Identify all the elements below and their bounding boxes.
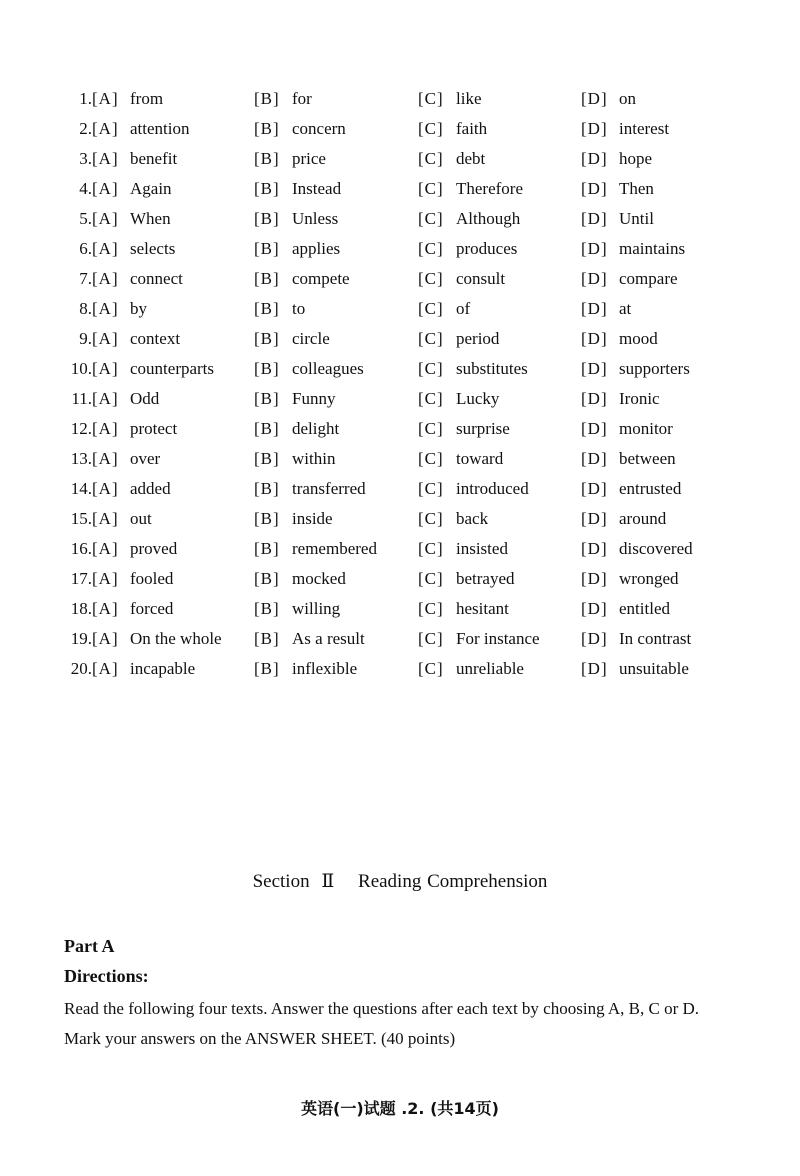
option-c [418, 144, 485, 174]
option-text: As a result [292, 629, 365, 648]
option-letter: [A] [92, 449, 119, 468]
option-letter: [A] [92, 179, 119, 198]
question-row [0, 504, 800, 534]
question-row [0, 234, 800, 264]
option-d [581, 174, 654, 204]
option-text: On the whole [130, 629, 222, 648]
option-c [418, 294, 470, 324]
option-d [581, 204, 654, 234]
question-number: 10. [70, 359, 92, 378]
option-text: mood [619, 329, 658, 348]
option-text: hesitant [456, 599, 509, 618]
option-text: transferred [292, 479, 366, 498]
option-text: betrayed [456, 569, 515, 588]
option-a [92, 474, 171, 504]
option-c [418, 564, 515, 594]
option-text: unsuitable [619, 659, 689, 678]
option-d [581, 654, 689, 684]
option-d [581, 594, 670, 624]
option-text: remembered [292, 539, 377, 558]
option-text: Therefore [456, 179, 524, 198]
option-text: protect [130, 419, 178, 438]
option-text: between [619, 449, 676, 468]
question-number: 11. [71, 389, 92, 408]
option-letter: [B] [254, 299, 280, 318]
option-text: Lucky [456, 389, 500, 408]
question-row [0, 474, 800, 504]
option-d [581, 144, 652, 174]
option-a [92, 144, 177, 174]
option-text: monitor [619, 419, 673, 438]
option-letter: [D] [581, 449, 608, 468]
option-text: When [130, 209, 171, 228]
question-row [0, 144, 800, 174]
option-text: over [130, 449, 161, 468]
option-letter: [C] [418, 569, 444, 588]
option-d [581, 504, 666, 534]
question-row [0, 324, 800, 354]
question-number: 2. [79, 119, 92, 138]
option-letter: [B] [254, 539, 280, 558]
section-name: Reading Comprehension [358, 871, 548, 892]
option-letter: [A] [92, 209, 119, 228]
option-text: insisted [456, 539, 508, 558]
option-b [254, 204, 338, 234]
option-text: to [292, 299, 306, 318]
option-text: Funny [292, 389, 336, 408]
option-text: produces [456, 239, 518, 258]
option-b [254, 234, 340, 264]
option-c [418, 354, 528, 384]
option-b [254, 114, 346, 144]
question-row [0, 564, 800, 594]
option-letter: [B] [254, 329, 280, 348]
option-letter: [C] [418, 179, 444, 198]
option-letter: [A] [92, 119, 119, 138]
option-text: unreliable [456, 659, 524, 678]
option-c [418, 654, 524, 684]
question-number: 12. [70, 419, 92, 438]
option-letter: [D] [581, 659, 608, 678]
option-text: hope [619, 149, 653, 168]
option-text: connect [130, 269, 183, 288]
option-letter: [C] [418, 209, 444, 228]
option-a [92, 594, 173, 624]
question-row [0, 264, 800, 294]
option-letter: [D] [581, 569, 608, 588]
option-text: added [130, 479, 171, 498]
question-row [0, 204, 800, 234]
option-text: fooled [130, 569, 174, 588]
question-number: 6. [79, 239, 92, 258]
option-b [254, 594, 340, 624]
option-letter: [C] [418, 419, 444, 438]
option-letter: [C] [418, 389, 444, 408]
option-text: substitutes [456, 359, 528, 378]
question-number: 13. [70, 449, 92, 468]
option-text: incapable [130, 659, 196, 678]
option-letter: [C] [418, 89, 444, 108]
option-text: inside [292, 509, 333, 528]
option-a [92, 234, 175, 264]
option-text: context [130, 329, 181, 348]
option-b [254, 474, 366, 504]
option-b [254, 624, 365, 654]
option-text: Odd [130, 389, 160, 408]
option-letter: [B] [254, 89, 280, 108]
question-row [0, 294, 800, 324]
option-c [418, 594, 509, 624]
option-letter: [C] [418, 599, 444, 618]
option-text: out [130, 509, 152, 528]
option-letter: [B] [254, 419, 280, 438]
option-d [581, 414, 673, 444]
question-number: 14. [70, 479, 92, 498]
option-letter: [C] [418, 359, 444, 378]
option-text: counterparts [130, 359, 215, 378]
option-text: like [456, 89, 482, 108]
option-text: consult [456, 269, 506, 288]
option-letter: [B] [254, 659, 280, 678]
option-d [581, 354, 690, 384]
option-text: compare [619, 269, 678, 288]
option-letter: [B] [254, 569, 280, 588]
option-text: price [292, 149, 326, 168]
option-letter: [D] [581, 629, 608, 648]
option-a [92, 84, 163, 114]
option-text: of [456, 299, 471, 318]
question-row [0, 384, 800, 414]
option-c [418, 174, 523, 204]
option-text: entrusted [619, 479, 682, 498]
option-text: faith [456, 119, 488, 138]
option-letter: [A] [92, 329, 119, 348]
question-row [0, 174, 800, 204]
option-letter: [D] [581, 599, 608, 618]
option-letter: [D] [581, 509, 608, 528]
question-number: 5. [79, 209, 92, 228]
option-b [254, 354, 364, 384]
option-a [92, 414, 177, 444]
option-text: Ironic [619, 389, 660, 408]
option-a [92, 204, 171, 234]
question-row [0, 534, 800, 564]
option-text: period [456, 329, 500, 348]
option-d [581, 264, 678, 294]
option-letter: [A] [92, 239, 119, 258]
option-letter: [B] [254, 509, 280, 528]
option-letter: [C] [418, 479, 444, 498]
option-d [581, 384, 660, 414]
option-text: Until [619, 209, 654, 228]
question-number: 1. [79, 89, 92, 108]
option-letter: [A] [92, 539, 119, 558]
option-text: colleagues [292, 359, 364, 378]
option-a [92, 564, 173, 594]
option-b [254, 384, 335, 414]
option-a [92, 624, 222, 654]
option-letter: [B] [254, 389, 280, 408]
option-text: Then [619, 179, 654, 198]
option-letter: [A] [92, 419, 119, 438]
option-text: applies [292, 239, 341, 258]
question-row [0, 414, 800, 444]
option-letter: [C] [418, 269, 444, 288]
option-letter: [A] [92, 659, 119, 678]
page-footer: 英语(一)试题 .2. (共14页) [301, 1099, 499, 1118]
option-b [254, 294, 305, 324]
option-b [254, 414, 339, 444]
option-d [581, 624, 691, 654]
option-text: mocked [292, 569, 346, 588]
section-title [0, 870, 800, 893]
option-b [254, 534, 377, 564]
directions-heading: Directions: [64, 966, 149, 986]
option-text: selects [130, 239, 176, 258]
option-c [418, 264, 505, 294]
option-b [254, 174, 341, 204]
option-d [581, 234, 685, 264]
option-letter: [C] [418, 509, 444, 528]
option-b [254, 504, 333, 534]
option-letter: [C] [418, 119, 444, 138]
option-letter: [B] [254, 179, 280, 198]
option-letter: [D] [581, 419, 608, 438]
option-a [92, 444, 160, 474]
option-letter: [A] [92, 509, 119, 528]
option-letter: [D] [581, 269, 608, 288]
option-text: back [456, 509, 489, 528]
option-text: introduced [456, 479, 529, 498]
option-b [254, 264, 350, 294]
option-a [92, 384, 159, 414]
option-letter: [B] [254, 209, 280, 228]
question-number: 7. [79, 269, 92, 288]
option-c [418, 114, 487, 144]
option-text: from [130, 89, 164, 108]
option-text: wronged [619, 569, 679, 588]
question-row [0, 444, 800, 474]
question-number: 20. [70, 659, 92, 678]
option-letter: [A] [92, 479, 119, 498]
option-letter: [D] [581, 329, 608, 348]
option-letter: [D] [581, 539, 608, 558]
option-text: discovered [619, 539, 693, 558]
option-letter: [C] [418, 449, 444, 468]
section-roman-numeral: Ⅱ [321, 871, 335, 892]
option-a [92, 534, 177, 564]
option-letter: [B] [254, 629, 280, 648]
option-d [581, 564, 678, 594]
option-d [581, 84, 636, 114]
option-text: In contrast [619, 629, 692, 648]
option-letter: [D] [581, 119, 608, 138]
option-text: supporters [619, 359, 690, 378]
option-b [254, 444, 335, 474]
option-text: Again [130, 179, 172, 198]
option-letter: [D] [581, 389, 608, 408]
option-a [92, 324, 180, 354]
option-c [418, 504, 488, 534]
option-letter: [D] [581, 89, 608, 108]
option-letter: [C] [418, 539, 444, 558]
option-d [581, 114, 669, 144]
question-number: 4. [79, 179, 92, 198]
option-text: within [292, 449, 336, 468]
directions-text: Read the following four texts. Answer the questions after each text by choosing A, B, C or D. Mark your answers on the ANSWER SHEET. (40 points) [64, 999, 700, 1048]
option-letter: [A] [92, 359, 119, 378]
option-text: surprise [456, 419, 510, 438]
option-text: debt [456, 149, 486, 168]
question-row [0, 354, 800, 384]
option-d [581, 294, 631, 324]
question-row [0, 594, 800, 624]
question-number: 18. [70, 599, 92, 618]
option-text: delight [292, 419, 340, 438]
option-b [254, 84, 312, 114]
option-letter: [B] [254, 479, 280, 498]
option-d [581, 324, 658, 354]
option-text: toward [456, 449, 504, 468]
option-letter: [C] [418, 329, 444, 348]
option-text: interest [619, 119, 670, 138]
option-text: proved [130, 539, 178, 558]
option-letter: [A] [92, 629, 119, 648]
option-text: willing [292, 599, 341, 618]
part-heading: Part A [64, 936, 115, 956]
option-text: benefit [130, 149, 178, 168]
option-letter: [A] [92, 599, 119, 618]
question-row [0, 84, 800, 114]
question-number: 17. [70, 569, 92, 588]
option-a [92, 354, 214, 384]
option-c [418, 84, 482, 114]
option-b [254, 144, 326, 174]
option-c [418, 204, 520, 234]
option-letter: [A] [92, 149, 119, 168]
option-letter: [C] [418, 239, 444, 258]
option-letter: [C] [418, 659, 444, 678]
option-letter: [C] [418, 629, 444, 648]
option-letter: [A] [92, 269, 119, 288]
option-letter: [D] [581, 179, 608, 198]
option-letter: [B] [254, 599, 280, 618]
option-letter: [D] [581, 479, 608, 498]
option-letter: [D] [581, 209, 608, 228]
option-text: attention [130, 119, 190, 138]
option-a [92, 264, 183, 294]
section-label: Section [252, 871, 310, 892]
question-number: 16. [70, 539, 92, 558]
option-c [418, 234, 517, 264]
option-a [92, 114, 189, 144]
option-d [581, 474, 681, 504]
option-c [418, 324, 499, 354]
question-row [0, 654, 800, 684]
option-letter: [C] [418, 299, 444, 318]
option-letter: [A] [92, 89, 119, 108]
question-options-list [0, 84, 800, 684]
question-number: 19. [70, 629, 92, 648]
option-a [92, 294, 147, 324]
option-text: on [619, 89, 636, 108]
option-letter: [B] [254, 359, 280, 378]
option-text: Instead [292, 179, 342, 198]
option-c [418, 534, 508, 564]
option-letter: [D] [581, 359, 608, 378]
option-c [418, 624, 540, 654]
option-letter: [C] [418, 149, 444, 168]
option-letter: [B] [254, 449, 280, 468]
option-letter: [B] [254, 239, 280, 258]
option-d [581, 534, 693, 564]
option-text: compete [292, 269, 350, 288]
option-letter: [D] [581, 149, 608, 168]
option-text: at [619, 299, 632, 318]
option-text: entitled [619, 599, 670, 618]
question-number: 3. [79, 149, 92, 168]
option-text: by [130, 299, 147, 318]
option-text: concern [292, 119, 346, 138]
option-letter: [A] [92, 299, 119, 318]
option-a [92, 174, 172, 204]
option-c [418, 384, 499, 414]
question-number: 15. [70, 509, 92, 528]
option-letter: [B] [254, 149, 280, 168]
option-b [254, 654, 357, 684]
option-a [92, 504, 152, 534]
option-a [92, 654, 195, 684]
option-c [418, 444, 503, 474]
option-text: inflexible [292, 659, 358, 678]
question-row [0, 624, 800, 654]
option-letter: [A] [92, 569, 119, 588]
question-number: 8. [79, 299, 92, 318]
option-d [581, 444, 676, 474]
option-c [418, 414, 510, 444]
option-text: for [292, 89, 312, 108]
option-text: around [619, 509, 667, 528]
option-text: maintains [619, 239, 686, 258]
option-text: circle [292, 329, 330, 348]
option-letter: [D] [581, 239, 608, 258]
option-text: Unless [292, 209, 339, 228]
option-letter: [D] [581, 299, 608, 318]
option-text: Although [456, 209, 521, 228]
option-c [418, 474, 529, 504]
question-number: 9. [79, 329, 92, 348]
option-b [254, 324, 330, 354]
option-text: For instance [456, 629, 540, 648]
option-text: forced [130, 599, 174, 618]
question-row [0, 114, 800, 144]
option-b [254, 564, 346, 594]
option-letter: [A] [92, 389, 119, 408]
option-letter: [B] [254, 269, 280, 288]
option-letter: [B] [254, 119, 280, 138]
